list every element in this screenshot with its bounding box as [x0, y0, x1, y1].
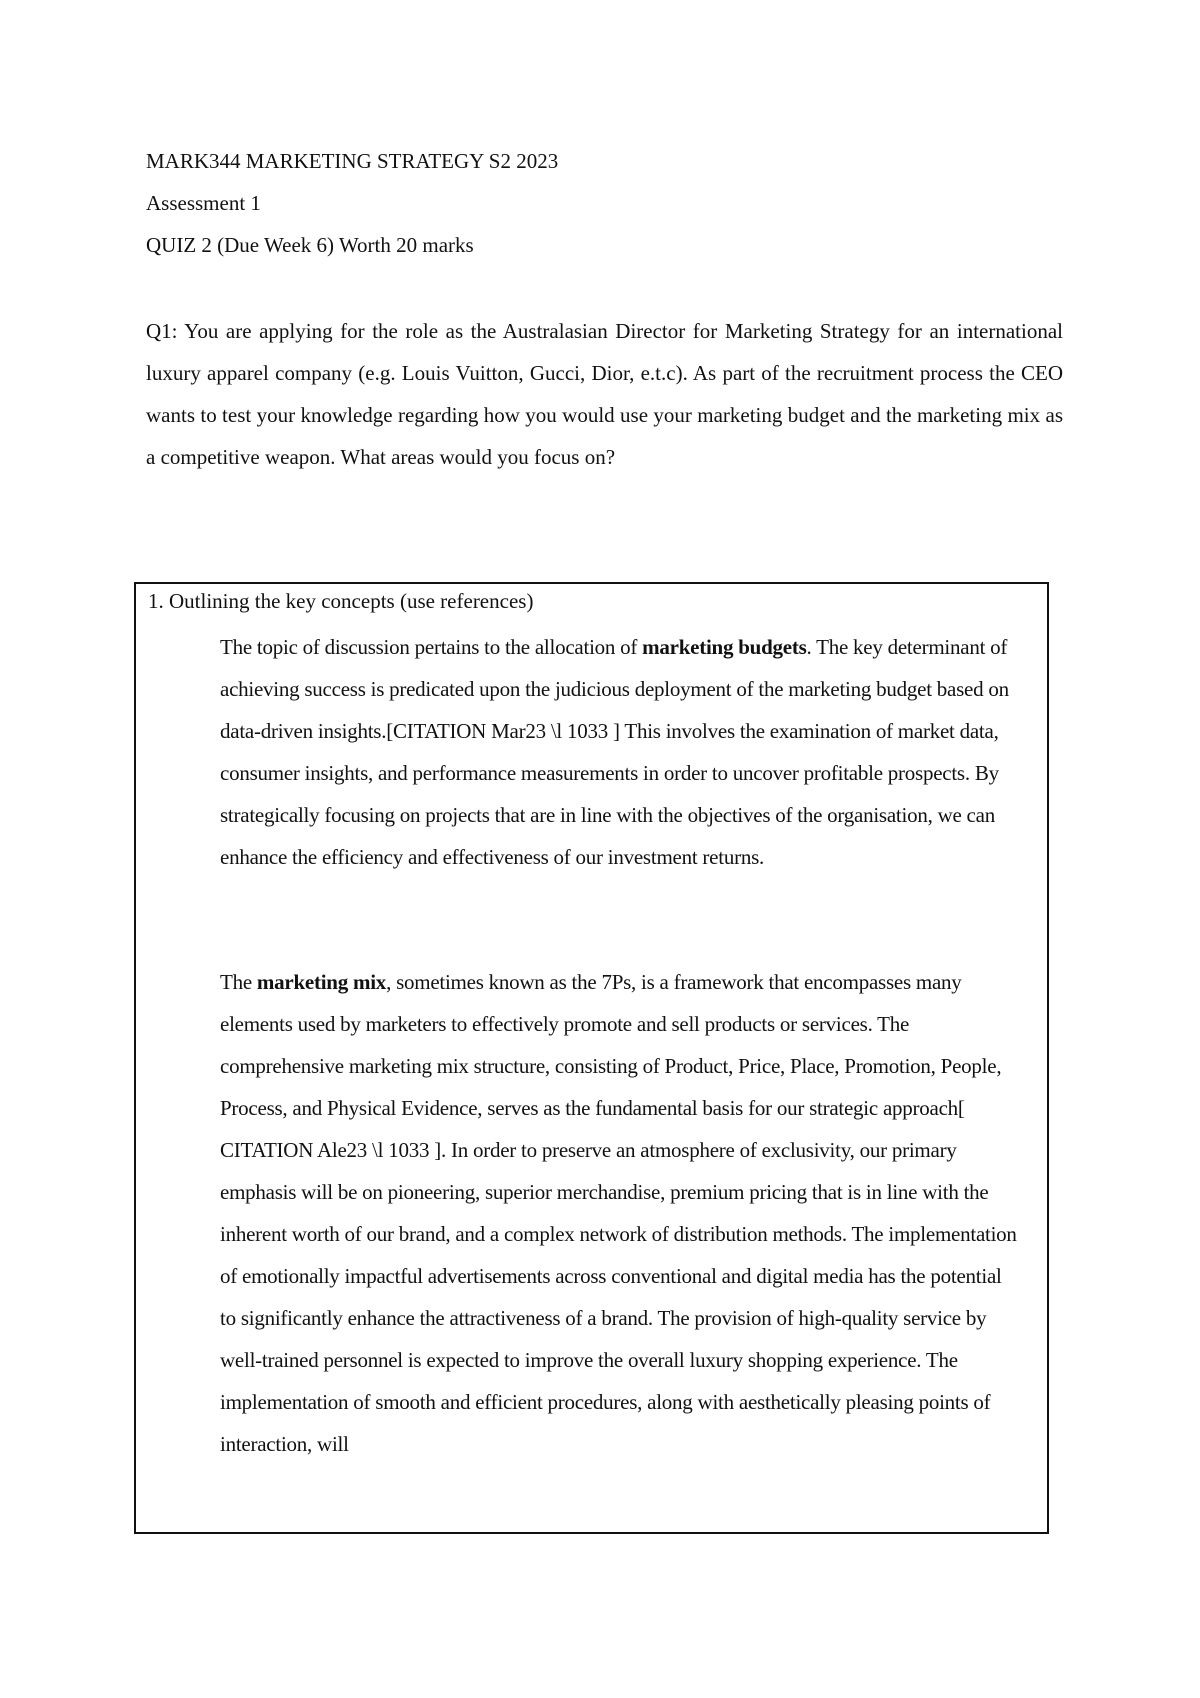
paragraph-text: . The key determinant of achieving success is predicated upon the judicious deployment of the marketing budget based on data-driven insights.[CITATION Mar23 \l 1033 ] This involves the examination of market data, consumer insights, and performance measurements in order to uncover profitable prospects. By strategically focusing on projects that are in line with the objectives of the organisation, we can enhance the efficiency and effectiveness of our investment returns.: [220, 635, 1009, 869]
paragraph-text: The topic of discussion pertains to the allocation of: [220, 635, 643, 659]
paragraph-text: , sometimes known as the 7Ps, is a framework that encompasses many elements used by marketers to effectively promote and sell products or services. The comprehensive marketing mix structure, consisting of Product, Price, Place, Promotion, People, Process, and Physical Evidence, serves as the fundamental basis for our strategic approach[ CITATION Ale23 \l 1033 ]. In order to preserve an atmosphere of exclusivity, our primary emphasis will be on pioneering, superior merchandise, premium pricing that is in line with the inherent worth of our brand, and a complex network of distribution methods. The implementation of emotionally impactful advertisements across conventional and digital media has the potential to significantly enhance the attractiveness of a brand. The provision of high-quality service by well-trained personnel is expected to improve the overall luxury shopping experience. The implementation of smooth and efficient procedures, along with aesthetically pleasing points of interaction, will: [220, 970, 1017, 1456]
assessment-label: Assessment 1: [146, 191, 261, 215]
answer-heading: 1. Outlining the key concepts (use references): [148, 589, 534, 613]
question-text: Q1: You are applying for the role as the Australasian Director for Marketing Strategy for an international luxury apparel company (e.g. Louis Vuitton, Gucci, Dior, e.t.c). As part of the recruitment process the CEO wants to test your knowledge regarding how you would use your marketing budget and the marketing mix as a competitive weapon. What areas would you focus on?: [146, 319, 1063, 469]
paragraph-text: The: [220, 970, 257, 994]
quiz-label: QUIZ 2 (Due Week 6) Worth 20 marks: [146, 233, 474, 257]
key-term: marketing budgets: [642, 635, 807, 659]
answer-box: [134, 582, 1049, 1534]
course-title: MARK344 MARKETING STRATEGY S2 2023: [146, 149, 559, 173]
marketing-mix-paragraph: [220, 961, 1020, 1465]
marketing-budget-paragraph: [220, 626, 1020, 878]
key-term: marketing mix: [256, 970, 387, 994]
